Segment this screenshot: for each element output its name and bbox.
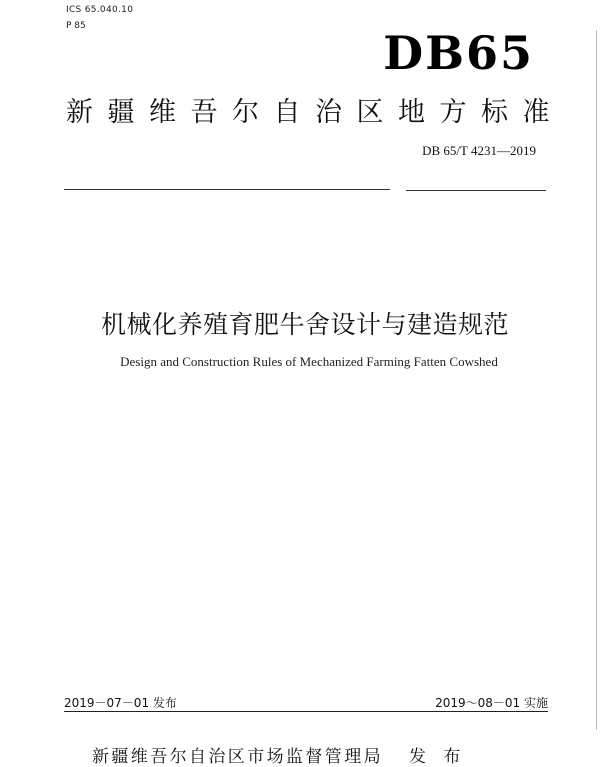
- ccs-code: P 85: [66, 21, 86, 31]
- issuing-authority: [92, 742, 466, 767]
- standard-type-heading: 新疆维吾尔自治区地方标准: [66, 97, 564, 128]
- footer-divider: [64, 711, 548, 712]
- header-divider-right: [406, 190, 546, 191]
- standard-number: DB 65/T 4231—2019: [422, 143, 536, 158]
- implementation-date: 2019～08－01 实施: [435, 696, 548, 710]
- ics-code: ICS 65.040.10: [66, 5, 134, 15]
- issuer-name: 新疆维吾尔自治区市场监督管理局: [92, 747, 383, 767]
- header-divider-left: [64, 189, 390, 190]
- issue-word: 发 布: [409, 747, 467, 767]
- issue-date: 2019－07－01 发布: [64, 696, 177, 710]
- document-title-english: Design and Construction Rules of Mechanized Farming Fatten Cowshed: [120, 354, 498, 369]
- standard-logo: DB65: [383, 26, 534, 80]
- document-title-chinese: 机械化养殖育肥牛舍设计与建造规范: [100, 310, 509, 339]
- scan-edge-line: [596, 30, 597, 730]
